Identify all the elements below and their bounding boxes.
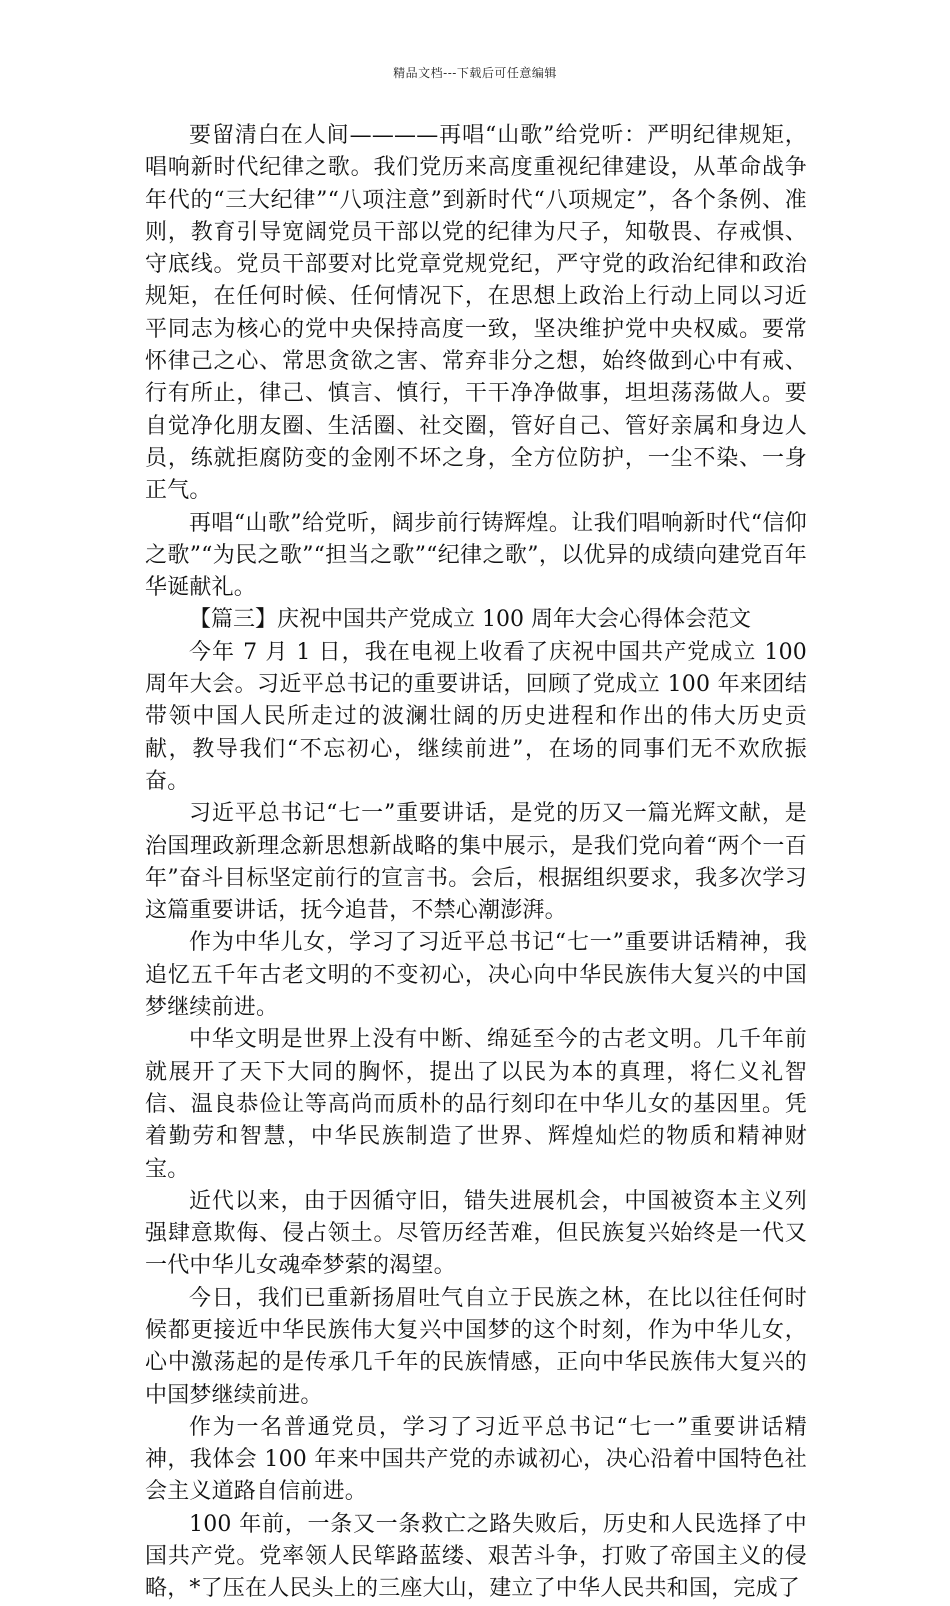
paragraph-speech-significance: 习近平总书记“七一”重要讲话，是党的历又一篇光辉文献，是治国理政新理念新思想新战略的集中展示，是我们党向着“两个一百年”奋斗目标坚定前行的宣言书。会后，根据组织要求，我多次学习这篇重要讲话，抚今追昔，不禁心潮澎湃。 <box>145 801 807 924</box>
paragraph-party-member: 作为一名普通党员，学习了习近平总书记“七一”重要讲话精神，我体会 100 年来中国共产党的赤诚初心，决心沿着中国特色社会主义道路自信前进。 <box>145 1414 807 1505</box>
paragraph-chinese-children: 作为中华儿女，学习了习近平总书记“七一”重要讲话精神，我追忆五千年古老文明的不变初心，决心向中华民族伟大复兴的中国梦继续前进。 <box>145 930 807 1021</box>
section-heading: 【篇三】庆祝中国共产党成立 100 周年大会心得体会范文 <box>189 607 751 633</box>
paragraph-hundred-years-ago: 100 年前，一条又一条救亡之路失败后，历史和人民选择了中国共产党。党率领人民筚路蓝缕、艰苦斗争，打败了帝国主义的侵略，*了压在人民头上的三座大山，建立了中华人民共和国，完成了 <box>145 1511 807 1602</box>
paragraph-modern-era: 近代以来，由于因循守旧，错失进展机会，中国被资本主义列强肆意欺侮、侵占领土。尽管历经苦难，但民族复兴始终是一代又一代中华儿女魂牵梦萦的渴望。 <box>145 1188 807 1279</box>
document-body <box>145 120 807 1606</box>
page-header: 精品文档---下载后可任意编辑 <box>393 66 557 80</box>
paragraph-civilization: 中华文明是世界上没有中断、绵延至今的古老文明。几千年前就展开了天下大同的胸怀，提出了以民为本的真理，将仁义礼智信、温良恭俭让等高尚而质朴的品行刻印在中华儿女的基因里。凭着勤劳和智慧，中华民族制造了世界、辉煌灿烂的物质和精神财宝。 <box>145 1027 807 1182</box>
paragraph-sing-again: 再唱“山歌”给党听，阔步前行铸辉煌。让我们唱响新时代“信仰之歌”“为民之歌”“担当之歌”“纪律之歌”，以优异的成绩向建党百年华诞献礼。 <box>145 510 807 601</box>
paragraph-discipline: 要留清白在人间————再唱“山歌”给党听：严明纪律规矩，唱响新时代纪律之歌。我们党历来高度重视纪律建设，从革命战争年代的“三大纪律”“八项注意”到新时代“八项规定”，各个条例、准则，教育引导宽阔党员干部以党的纪律为尺子，知敬畏、存戒惧、守底线。党员干部要对比党章党规党纪，严守党的政治纪律和政治规矩，在任何时候、任何情况下，在思想上政治上行动上同以习近平同志为核心的党中央保持高度一致，坚决维护党中央权威。要常怀律己之心、常思贪欲之害、常弃非分之想，始终做到心中有戒、行有所止，律己、慎言、慎行，干干净净做事，坦坦荡荡做人。要自觉净化朋友圈、生活圈、社交圈，管好自己、管好亲属和身边人员，练就拒腐防变的金刚不坏之身，全方位防护，一尘不染、一身正气。 <box>145 123 807 504</box>
paragraph-july-first: 今年 7 月 1 日，我在电视上收看了庆祝中国共产党成立 100 周年大会。习近平总书记的重要讲话，回顾了党成立 100 年来团结带领中国人民所走过的波澜壮阔的历史进程和作出的伟大历史贡献，教导我们“不忘初心，继续前进”，在场的同事们无不欢欣振奋。 <box>145 639 807 794</box>
paragraph-today: 今日，我们已重新扬眉吐气自立于民族之林，在比以往任何时候都更接近中华民族伟大复兴中国梦的这个时刻，作为中华儿女，心中激荡起的是传承几千年的民族情感，正向中华民族伟大复兴的中国梦继续前进。 <box>145 1285 807 1408</box>
